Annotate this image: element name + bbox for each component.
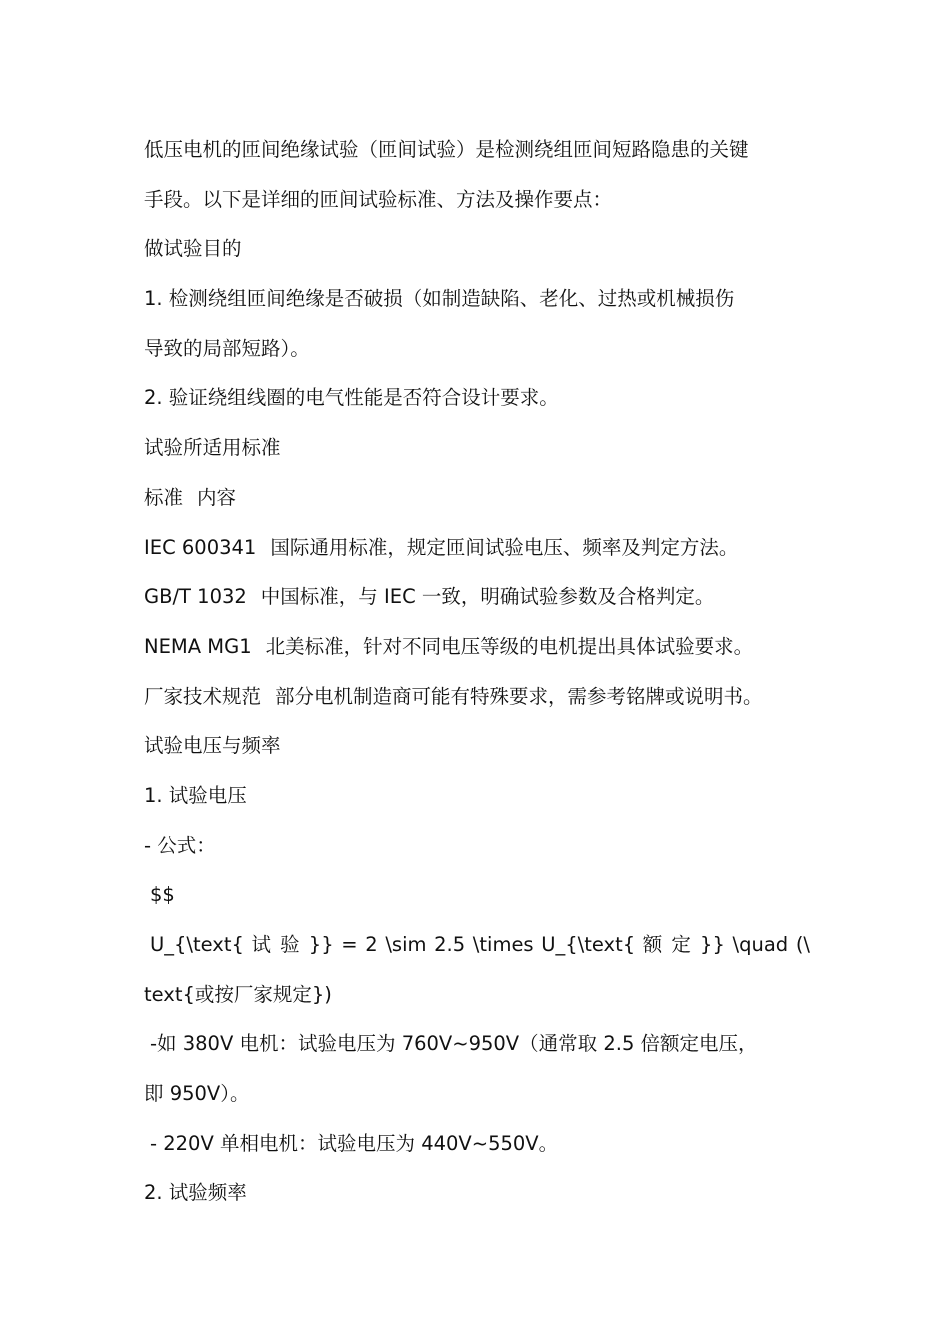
standard-description: 部分电机制造商可能有特殊要求，需参考铭牌或说明书。 — [275, 684, 763, 708]
section-heading-purpose: 做试验目的 — [144, 237, 242, 261]
standard-name: GB/T 1032 — [144, 585, 247, 609]
example-220v: - 220V 单相电机：试验电压为 440V~550V。 — [150, 1131, 559, 1155]
standards-row-nema — [144, 622, 810, 672]
intro-paragraph-line-2: 手段。以下是详细的匝间试验标准、方法及操作要点： — [144, 187, 613, 211]
standard-name: IEC 600341 — [144, 535, 257, 559]
intro-paragraph-line-1: 低压电机的匝间绝缘试验（匝间试验）是检测绕组匝间短路隐患的关键 — [144, 138, 749, 161]
example-380v-line-1: -如 380V 电机：试验电压为 760V~950V（通常取 2.5 倍额定电压， — [150, 1032, 758, 1056]
standards-header-content: 内容 — [197, 485, 237, 509]
purpose-item-2: 2. 验证绕组线圈的电气性能是否符合设计要求。 — [144, 386, 559, 410]
section-heading-standards: 试验所适用标准 — [144, 436, 281, 460]
standards-table-header — [144, 473, 810, 523]
subheading-test-frequency: 2. 试验频率 — [144, 1181, 247, 1205]
standards-row-manufacturer — [144, 672, 810, 722]
standard-description: 北美标准，针对不同电压等级的电机提出具体试验要求。 — [265, 634, 754, 658]
standards-header-standard: 标准 — [144, 485, 184, 509]
standard-name: NEMA MG1 — [144, 634, 252, 658]
document-body — [144, 125, 810, 1218]
formula-line-1: U_{\text{ 试 验 }} = 2 \sim 2.5 \times U_{\text{ 额 定 }} \quad (\ — [150, 933, 810, 956]
section-heading-voltage-frequency: 试验电压与频率 — [144, 734, 281, 758]
subheading-test-voltage: 1. 试验电压 — [144, 783, 247, 807]
standard-name: 厂家技术规范 — [144, 684, 262, 708]
formula-open-delimiter: $$ — [150, 883, 175, 907]
purpose-item-1-line-1: 1. 检测绕组匝间绝缘是否破损（如制造缺陷、老化、过热或机械损伤 — [144, 287, 735, 311]
formula-line-2: text{或按厂家规定}) — [144, 982, 332, 1006]
example-380v-line-2: 即 950V）。 — [144, 1082, 250, 1106]
standards-row-iec — [144, 523, 810, 573]
standard-description: 中国标准，与 IEC 一致，明确试验参数及合格判定。 — [260, 585, 715, 609]
standards-row-gb — [144, 572, 810, 622]
purpose-item-1-line-2: 导致的局部短路）。 — [144, 336, 310, 360]
formula-label: - 公式： — [144, 833, 216, 857]
standard-description: 国际通用标准，规定匝间试验电压、频率及判定方法。 — [270, 535, 739, 559]
